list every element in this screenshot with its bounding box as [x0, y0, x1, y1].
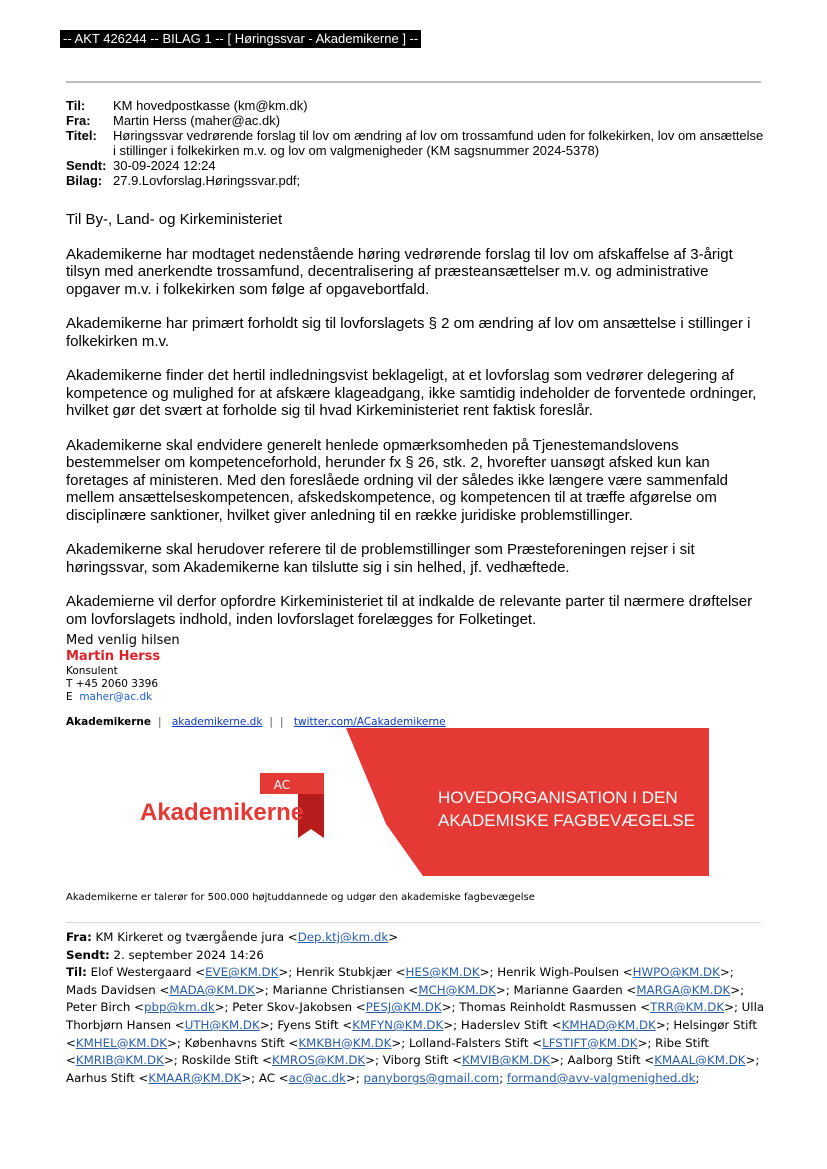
recipient-separator: >;: [443, 1017, 461, 1032]
signature-email-prefix: E: [66, 691, 73, 703]
recipient: [185, 1036, 409, 1050]
recipient: [383, 1053, 568, 1067]
paragraph: Akademikerne skal herudover referere til de problemstillinger som Præsteforeningen rejser i sit høringssvar, som Akademikerne kan tilslutte sig i sin helhed, jf. vedhæftede.: [66, 541, 695, 576]
sent-label: Sendt:: [66, 158, 107, 173]
recipient: [277, 1018, 461, 1032]
recipient-separator: >;: [655, 1017, 674, 1032]
recipient-separator: >;: [495, 982, 514, 997]
recipient-separator: >;: [391, 1035, 409, 1050]
recipient-email[interactable]: EVE@KM.DK: [205, 965, 279, 980]
recipient-email[interactable]: KMRIB@KM.DK: [75, 1053, 164, 1068]
recipient-name: Thomas Reinholdt Rasmussen <: [459, 1000, 651, 1015]
from-label: Fra:: [66, 113, 91, 128]
to-value: KM hovedpostkasse (km@km.dk): [113, 98, 308, 113]
recipient-email[interactable]: KMVIB@KM.DK: [462, 1053, 550, 1068]
recipient-name: Aalborg Stift <: [567, 1053, 655, 1068]
divider: [66, 81, 761, 83]
paragraph: Akademikerne finder det hertil indledningsvist beklageligt, at et lovforslag som vedrører delegering af kompetence og mulighed for at afskære klageadgang, ikke samtidig indeholder de forventede ordninger, hvilket gør det svært at forholde sig til hvad Kirkeministeriet rent faktisk foreslår.: [66, 367, 757, 419]
divider: [66, 922, 761, 923]
recipient-email[interactable]: formand@avv-valgmenighed.dk: [506, 1070, 696, 1085]
signature: [66, 633, 180, 704]
recipient-separator: >;: [163, 1053, 182, 1068]
recipient-name: Aarhus Stift <: [66, 1070, 149, 1085]
title-label: Titel:: [66, 128, 97, 143]
banner-line-1: HOVEDORGANISATION I DEN: [438, 788, 678, 807]
recipient-email[interactable]: MADA@KM.DK: [169, 982, 255, 997]
recipient: [568, 1053, 760, 1067]
signature-greeting: Med venlig hilsen: [66, 633, 180, 648]
recipient-name: Ulla Thorbjørn Hansen <: [66, 1000, 765, 1032]
recipient: [296, 965, 497, 979]
paragraph: Akademikerne skal endvidere generelt henlede opmærksomheden på Tjenestemandslovens bestemmelser om kompetenceforhold, herunder fx § 26, stk. 2, hvorefter uansøgt afsked kun kan foretages af ministeren. Med den foreslåede ordning vil der således ikke længere være sammenfald mellem ansættelseskompetencen, afskedskompetence, og kompetencen til at træffe afgørelse om disciplinære sanktioner, hvilket giver anledning til en række juridiske problemstillinger.: [66, 436, 729, 524]
logo-wordmark: Akademikerne: [140, 799, 305, 826]
recipient-name: Haderslev Stift <: [460, 1017, 562, 1032]
fwd-from-row: Fra: KM Kirkeret og tværgående jura <Dep.ktj@km.dk>: [66, 930, 399, 944]
recipient: [232, 1000, 459, 1014]
recipient-separator: >;: [479, 965, 498, 980]
recipient: [66, 1071, 259, 1085]
email-meta: [66, 98, 766, 188]
recipient: [514, 983, 745, 997]
paragraph: Akademikerne har primært forholdt sig til lovforslagets § 2 om ændring af lov om ansættelse i stillinger i folkekirken m.v.: [66, 315, 751, 350]
recipient-separator: >;: [637, 1035, 656, 1050]
website-link[interactable]: akademikerne.dk: [171, 716, 263, 728]
recipient-email[interactable]: KMHAD@KM.DK: [561, 1017, 656, 1032]
paragraph: Akademikerne har modtaget nedenstående høring vedrørende forslag til lov om afskaffelse af 3-årigt tilsyn med anerkendte trossamfund, decentralisering af præsteansættelser m.v. og administrative opgaver m.v. i folkekirken som følge af opgavebortfald.: [66, 245, 733, 298]
recipient-separator: ;: [695, 1070, 700, 1085]
recipient-separator: >;: [278, 965, 296, 980]
recipient: [272, 983, 513, 997]
recipient-email[interactable]: panyborgs@gmail.com: [363, 1070, 500, 1085]
recipient: [181, 1053, 382, 1067]
recipient-email[interactable]: PESJ@KM.DK: [365, 1000, 442, 1015]
recipient: [497, 965, 733, 979]
recipient-email[interactable]: ac@ac.dk: [288, 1070, 346, 1085]
to-label: Til:: [66, 98, 86, 113]
recipient-separator: >;: [166, 1035, 185, 1050]
fwd-sent-row: [66, 947, 766, 965]
recipient-email[interactable]: LFSTIFT@KM.DK: [542, 1035, 638, 1050]
sent-value: 30-09-2024 12:24: [113, 158, 216, 173]
letter-body: [66, 211, 766, 645]
recipient-name: Marianne Christiansen <: [272, 982, 419, 997]
recipient: [461, 1018, 674, 1032]
fwd-from-text: KM Kirkeret og tværgående jura <: [91, 930, 298, 944]
fwd-from-label: Fra:: [66, 930, 92, 944]
recipient-separator: >;: [549, 1053, 568, 1068]
recipient-email[interactable]: pbp@km.dk: [144, 1000, 215, 1015]
ac-banner-image: [118, 728, 709, 876]
signature-email-link[interactable]: maher@ac.dk: [79, 691, 153, 703]
meta-from-row: [66, 113, 766, 128]
recipient-name: Københavns Stift <: [184, 1035, 299, 1050]
fwd-from-email[interactable]: Dep.ktj@km.dk: [297, 930, 389, 944]
org-tagline: Akademikerne er talerør for 500.000 højtuddannede og udgør den akademiske fagbevægelse: [66, 892, 535, 903]
signature-phone: T +45 2060 3396: [66, 678, 159, 690]
akt-header-tag: -- AKT 426244 -- BILAG 1 -- [ Høringssvar - Akademikerne ] --: [60, 30, 421, 48]
recipient-email[interactable]: KMFYN@KM.DK: [352, 1017, 444, 1032]
recipient-separator: >;: [719, 965, 734, 980]
recipient-name: Elof Westergaard <: [90, 965, 206, 980]
recipient-name: Fyens Stift <: [277, 1017, 353, 1032]
salutation: Til By-, Land- og Kirkeministeriet: [66, 211, 283, 228]
recipient-separator: >;: [724, 1000, 742, 1015]
recipient-name: Ribe Stift <: [66, 1035, 710, 1068]
recipient: [91, 965, 296, 979]
recipient-email[interactable]: HWPO@KM.DK: [632, 965, 720, 980]
recipient-email[interactable]: TRR@KM.DK: [650, 1000, 725, 1015]
recipient-email[interactable]: MARGA@KM.DK: [636, 982, 731, 997]
recipient-separator: >;: [345, 1070, 364, 1085]
recipient-name: Lolland-Falsters Stift <: [408, 1035, 543, 1050]
from-value: Martin Herss (maher@ac.dk): [113, 113, 281, 128]
recipient-name: AC <: [258, 1070, 289, 1085]
recipient-name: Viborg Stift <: [382, 1053, 463, 1068]
recipient-email[interactable]: KMROS@KM.DK: [271, 1053, 366, 1068]
signature-name: Martin Herss: [66, 649, 161, 664]
recipient: [66, 1000, 232, 1014]
title-value: Høringssvar vedrørende forslag til lov om ændring af lov om trossamfund uden for folkekirken, lov om ansættelse i stillinger i folkekirken m.v. og lov om valgmenigheder (KM sagsnummer 2024-5378): [113, 128, 764, 158]
recipient-name: Henrik Stubkjær <: [295, 965, 406, 980]
fwd-sent-label: Sendt:: [66, 947, 110, 962]
recipient-email[interactable]: KMKBH@KM.DK: [298, 1035, 392, 1050]
recipient: [364, 1071, 507, 1085]
recipient-separator: ;: [499, 1070, 507, 1085]
logo-badge-text: AC: [273, 778, 291, 792]
recipient-name: Peter Skov-Jakobsen <: [232, 1000, 366, 1015]
recipient-separator: >;: [745, 1053, 760, 1068]
recipient: [507, 1071, 700, 1085]
signature-links: Akademikerne | akademikerne.dk | | twitter.com/ACakademikerne: [66, 716, 446, 728]
recipient-separator: >;: [441, 1000, 460, 1015]
recipient-separator: >;: [365, 1053, 383, 1068]
recipient-email[interactable]: MCH@KM.DK: [418, 982, 496, 997]
recipient-email[interactable]: KMAAR@KM.DK: [148, 1070, 242, 1085]
recipient-email[interactable]: HES@KM.DK: [405, 965, 480, 980]
recipient-name: Marianne Gaarden <: [513, 982, 637, 997]
recipient: [66, 983, 272, 997]
fwd-sent-value: 2. september 2024 14:26: [109, 947, 264, 962]
attachment-label: Bilag:: [66, 173, 103, 188]
recipient-separator: >;: [214, 1000, 233, 1015]
org-name: Akademikerne: [66, 716, 151, 728]
recipient: [259, 1071, 364, 1085]
banner-line-2: AKADEMISKE FAGBEVÆGELSE: [438, 811, 695, 830]
recipient-email[interactable]: UTH@KM.DK: [184, 1017, 260, 1032]
attachment-value[interactable]: 27.9.Lovforslag.Høringssvar.pdf;: [113, 173, 301, 188]
recipient-separator: >;: [259, 1017, 278, 1032]
recipient-name: Roskilde Stift <: [181, 1053, 272, 1068]
recipient-name: Helsingør Stift <: [66, 1017, 757, 1050]
meta-title-row: [66, 128, 766, 158]
paragraph: Akademierne vil derfor opfordre Kirkeministeriet til at indkalde de relevante parter til nærmere drøftelser om lovforslagets indhold, inden lovforslaget forelægges for Folketinget.: [66, 593, 753, 628]
fwd-to-row: [66, 964, 766, 1087]
recipient-separator: >;: [730, 982, 745, 997]
signature-email-row: [66, 691, 180, 704]
recipient: [409, 1036, 655, 1050]
meta-sent-row: [66, 158, 766, 173]
twitter-link[interactable]: twitter.com/ACakademikerne: [293, 716, 446, 728]
forwarded-header: [66, 929, 766, 1087]
recipient-name: Peter Birch <: [66, 1000, 144, 1015]
recipient-name: Mads Davidsen <: [66, 982, 170, 997]
recipient-email[interactable]: KMAAL@KM.DK: [654, 1053, 746, 1068]
recipient-name: Henrik Wigh-Poulsen <: [497, 965, 633, 980]
signature-role: Konsulent: [66, 665, 118, 677]
recipient-separator: >;: [254, 982, 273, 997]
recipient: [459, 1000, 741, 1014]
fwd-to-label: Til:: [66, 965, 87, 980]
recipient-email[interactable]: KMHEL@KM.DK: [75, 1035, 167, 1050]
meta-attachment-row: [66, 173, 766, 188]
meta-to-row: [66, 98, 766, 113]
recipient-separator: >;: [241, 1070, 259, 1085]
